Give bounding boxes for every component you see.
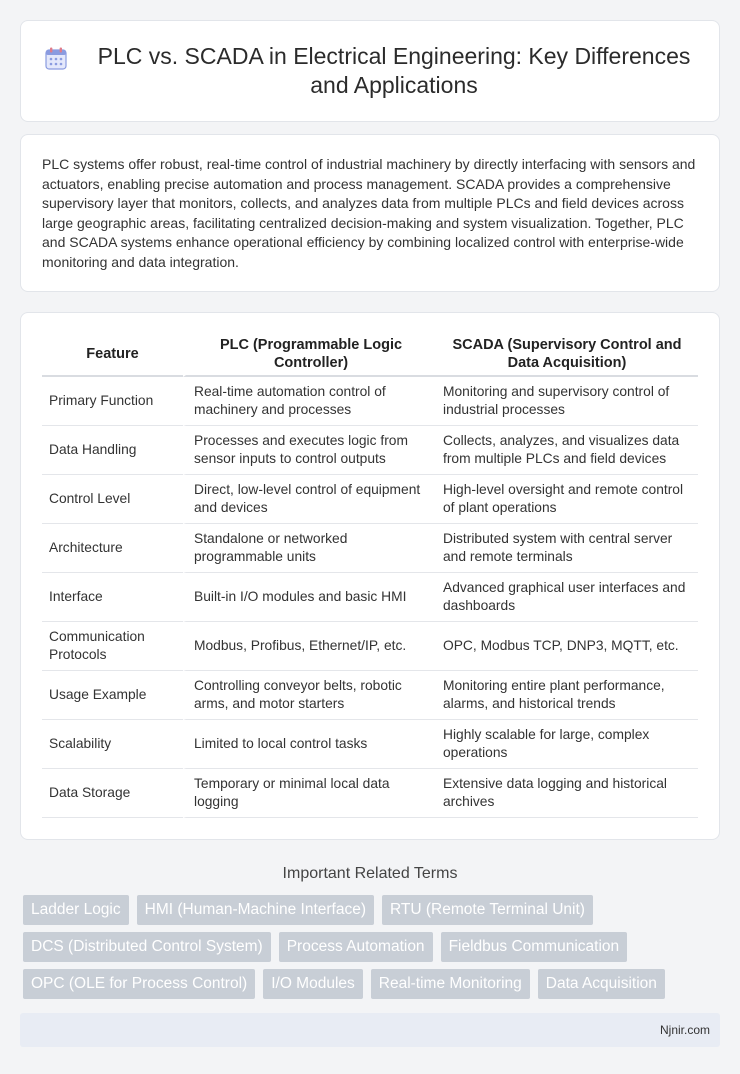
cell-feature: Primary Function (42, 377, 183, 426)
cell-feature: Architecture (42, 524, 183, 573)
title-card (20, 20, 720, 122)
table-row (42, 720, 698, 769)
cell-plc: Limited to local control tasks (183, 720, 436, 769)
cell-scada: Distributed system with central server and remote terminals (436, 524, 698, 573)
header-feature: Feature (42, 333, 183, 377)
page-title: PLC vs. SCADA in Electrical Engineering: Key Differences and Applications (97, 43, 691, 98)
cell-scada: Extensive data logging and historical archives (436, 769, 698, 818)
tag-io-modules[interactable]: I/O Modules (263, 969, 363, 999)
tag-real-time-monitoring[interactable]: Real-time Monitoring (371, 969, 530, 999)
cell-plc: Modbus, Profibus, Ethernet/IP, etc. (183, 622, 436, 671)
cell-feature: Interface (42, 573, 183, 622)
footer (20, 1013, 720, 1047)
cell-plc: Controlling conveyor belts, robotic arms, and motor starters (183, 671, 436, 720)
tag-rtu[interactable]: RTU (Remote Terminal Unit) (382, 895, 593, 925)
cell-feature: Control Level (42, 475, 183, 524)
tag-ladder-logic[interactable]: Ladder Logic (23, 895, 129, 925)
header-scada: SCADA (Supervisory Control and Data Acquisition) (436, 333, 698, 377)
table-row (42, 426, 698, 475)
table-header-row (42, 333, 698, 377)
footer-site[interactable]: Njnir.com (659, 1023, 710, 1037)
comparison-table (42, 333, 698, 818)
cell-plc: Standalone or networked programmable units (183, 524, 436, 573)
tag-process-automation[interactable]: Process Automation (279, 932, 433, 962)
cell-feature: Communication Protocols (42, 622, 183, 671)
cell-plc: Temporary or minimal local data logging (183, 769, 436, 818)
tag-hmi[interactable]: HMI (Human-Machine Interface) (137, 895, 374, 925)
cell-scada: Highly scalable for large, complex operations (436, 720, 698, 769)
related-terms-tags (20, 895, 700, 999)
cell-scada: Collects, analyzes, and visualizes data from multiple PLCs and field devices (436, 426, 698, 475)
cell-feature: Usage Example (42, 671, 183, 720)
table-row (42, 622, 698, 671)
table-row (42, 377, 698, 426)
cell-feature: Data Storage (42, 769, 183, 818)
cell-feature: Scalability (42, 720, 183, 769)
cell-scada: Monitoring entire plant performance, alarms, and historical trends (436, 671, 698, 720)
table-row (42, 524, 698, 573)
intro-paragraph: PLC systems offer robust, real-time control of industrial machinery by directly interfacing with sensors and actuators, enabling precise automation and process management. SCADA provides a comprehensive supervisory layer that monitors, collects, and analyzes data from multiple PLCs and field devices across large geographic areas, facilitating centralized decision-making and system visualization. Together, PLC and SCADA systems enhance operational efficiency by combining localized control with enterprise-wide monitoring and data integration. (42, 156, 696, 270)
tag-opc[interactable]: OPC (OLE for Process Control) (23, 969, 255, 999)
header-plc: PLC (Programmable Logic Controller) (183, 333, 436, 377)
cell-feature: Data Handling (42, 426, 183, 475)
comparison-table-card (20, 312, 720, 840)
cell-plc: Processes and executes logic from sensor inputs to control outputs (183, 426, 436, 475)
cell-plc: Real-time automation control of machinery and processes (183, 377, 436, 426)
calendar-icon (45, 47, 67, 71)
cell-scada: Monitoring and supervisory control of industrial processes (436, 377, 698, 426)
cell-scada: OPC, Modbus TCP, DNP3, MQTT, etc. (436, 622, 698, 671)
cell-plc: Direct, low-level control of equipment and devices (183, 475, 436, 524)
table-row (42, 671, 698, 720)
cell-plc: Built-in I/O modules and basic HMI (183, 573, 436, 622)
tag-dcs[interactable]: DCS (Distributed Control System) (23, 932, 271, 962)
intro-card (20, 134, 720, 292)
cell-scada: Advanced graphical user interfaces and dashboards (436, 573, 698, 622)
tag-fieldbus-communication[interactable]: Fieldbus Communication (441, 932, 628, 962)
tag-data-acquisition[interactable]: Data Acquisition (538, 969, 665, 999)
table-row (42, 769, 698, 818)
table-row (42, 475, 698, 524)
cell-scada: High-level oversight and remote control of plant operations (436, 475, 698, 524)
related-terms-title: Important Related Terms (282, 865, 458, 882)
table-row (42, 573, 698, 622)
title-wrap (45, 42, 695, 100)
